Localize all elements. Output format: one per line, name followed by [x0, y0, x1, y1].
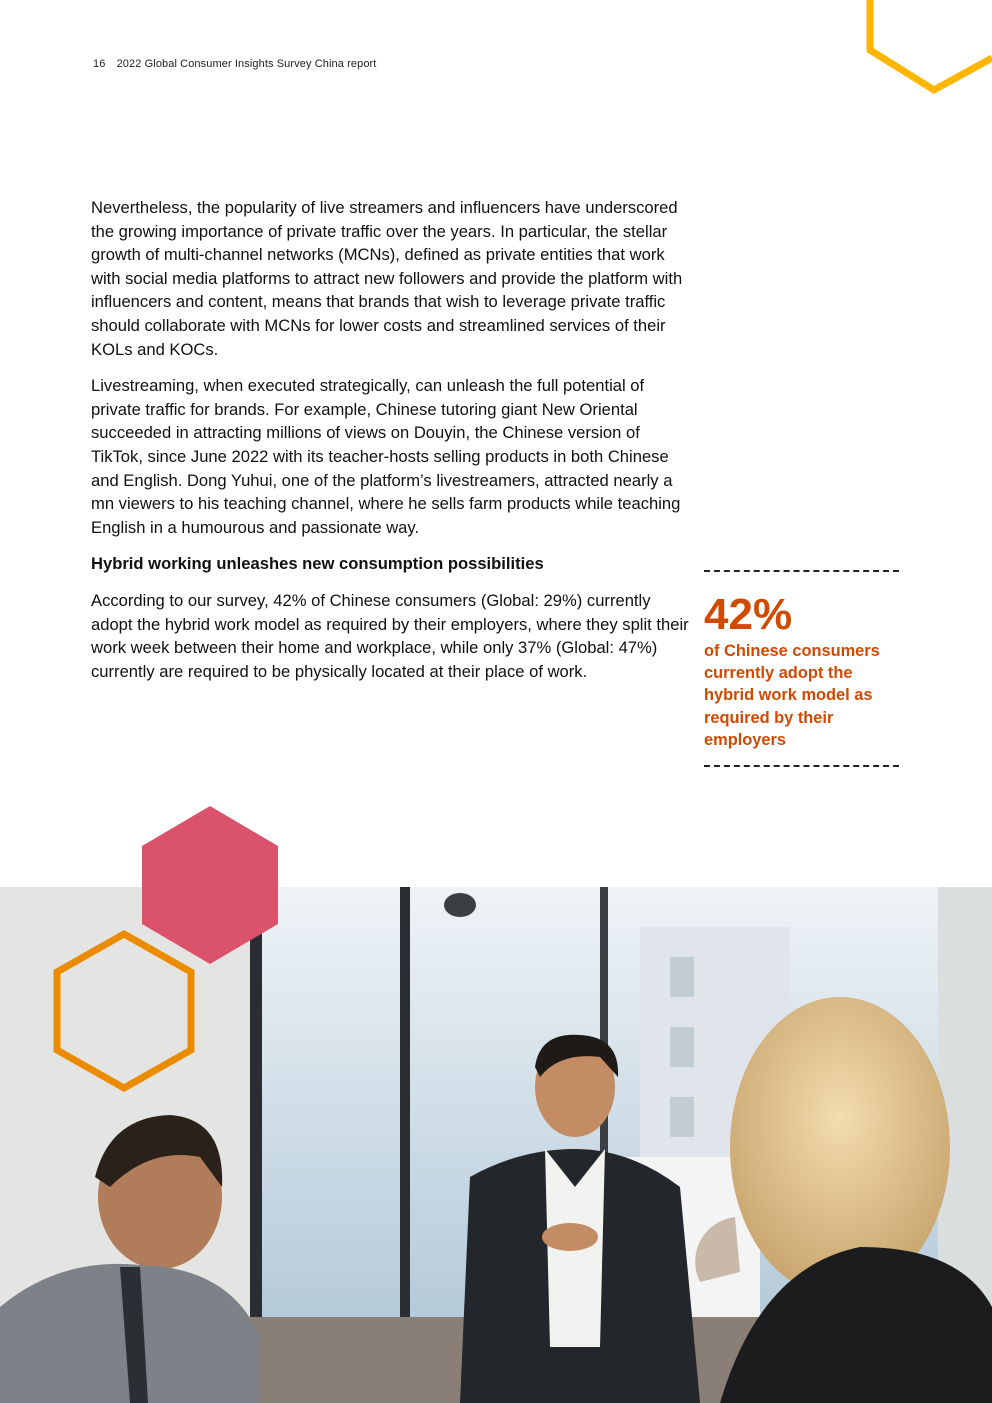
paragraph-livestreaming: Livestreaming, when executed strategically, can unleash the full potential of private traffic for brands. For example, Chinese tutoring giant New Oriental succeeded in attracting millions of views on Douyin, the Chinese version of TikTok, since June 2022 with its teacher-hosts selling products in both Chinese and English. Dong Yuhui, one of the platform’s livestreamers, attracted nearly a mn viewers to his teaching channel, where he sells farm products while teaching English in a humourous and passionate way.: [91, 376, 681, 537]
article-body: [91, 196, 691, 696]
callout-top-divider: [704, 570, 899, 572]
callout-bottom-divider: [704, 765, 899, 767]
paragraph-hybrid-working: According to our survey, 42% of Chinese consumers (Global: 29%) currently adopt the hybrid work model as required by their employers, where they split their work week between their home and workplace, while only 37% (Global: 47%) currently are required to be physically located at their place of work.: [91, 590, 689, 681]
callout-stat: 42%: [704, 590, 793, 639]
report-title: 2022 Global Consumer Insights Survey China report: [116, 58, 377, 70]
yellow-hexagon-decoration: [860, 0, 992, 100]
section-subheading: Hybrid working unleashes new consumption possibilities: [91, 554, 544, 574]
callout-text: of Chinese consumers currently adopt the hybrid work model as required by their employers: [704, 642, 880, 749]
page-number: 16: [93, 58, 106, 70]
paragraph-private-traffic: Nevertheless, the popularity of live streamers and influencers have underscored the growing importance of private traffic over the years. In particular, the stellar growth of multi-channel networks (MCNs), defined as private entities that work with social media platforms to attract new followers and provide the platform with influencers and content, means that brands that wish to leverage private traffic should collaborate with MCNs for lower costs and streamlined services of their KOLs and KOCs.: [91, 198, 683, 359]
stat-callout: [704, 570, 900, 767]
page-header: [93, 58, 376, 70]
orange-hexagon-outline-decoration: [52, 930, 196, 1092]
